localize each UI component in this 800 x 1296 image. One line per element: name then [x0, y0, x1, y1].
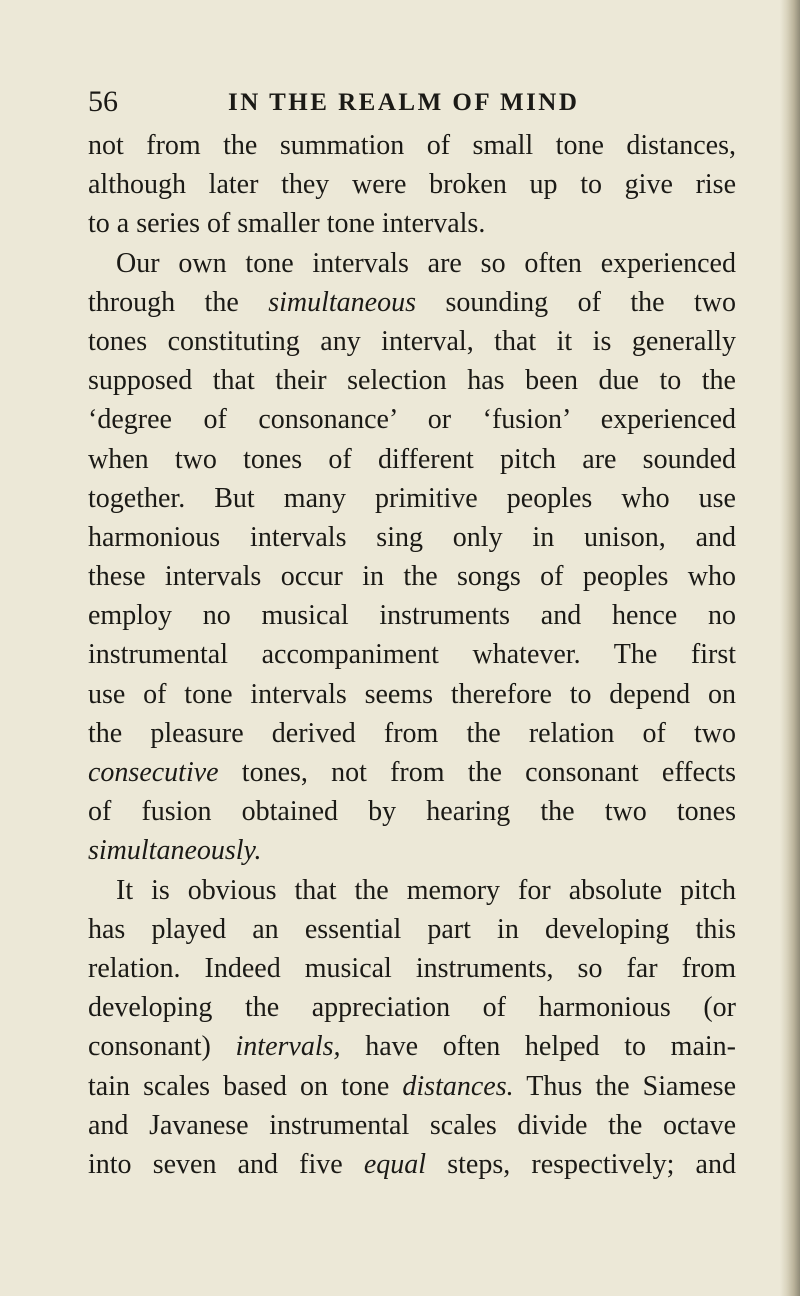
text-line: into seven and five equal steps, respectively; and [88, 1148, 736, 1180]
text-line: together. But many primitive peoples who use [88, 482, 736, 514]
text-line: of fusion obtained by hearing the two tones [88, 796, 736, 828]
text-line: tones constituting any interval, that it is generally [88, 325, 736, 357]
body-text [88, 126, 736, 1184]
page-edge-shadow [780, 0, 800, 1296]
text-line [88, 831, 736, 870]
text-line: developing the appreciation of harmonious (or [88, 992, 736, 1024]
text-line: the pleasure derived from the relation of two [88, 717, 736, 749]
italic-emphasis: distances. [402, 1070, 514, 1102]
text-line: consecutive tones, not from the consonant effects [88, 757, 736, 788]
text-line: to a series of smaller tone intervals. [88, 208, 486, 240]
text-line: instrumental accompaniment whatever. The first [88, 639, 736, 671]
text-line: Our own tone intervals are so often experienced [116, 247, 736, 279]
italic-emphasis: intervals, [235, 1031, 341, 1063]
page-number: 56 [88, 85, 118, 118]
italic-emphasis: simultaneous [268, 286, 416, 318]
italic-emphasis: simultaneously. [88, 835, 262, 867]
text-line: although later they were broken up to give rise [88, 169, 736, 201]
text-line: It is obvious that the memory for absolute pitch [116, 874, 736, 906]
text-line: has played an essential part in developing this [88, 913, 736, 945]
text-line: when two tones of different pitch are sounded [88, 443, 736, 475]
italic-emphasis: consecutive [88, 757, 219, 788]
text-line: use of tone intervals seems therefore to depend on [88, 678, 736, 710]
text-line: supposed that their selection has been due to the [88, 365, 736, 397]
text-line: through the simultaneous sounding of the two [88, 286, 736, 318]
page-header [88, 84, 708, 120]
italic-emphasis: equal [363, 1148, 427, 1180]
text-line: these intervals occur in the songs of peoples who [88, 561, 736, 593]
running-head: IN THE REALM OF MIND [228, 89, 580, 116]
text-line: tain scales based on tone distances. Thus the Siamese [88, 1070, 736, 1102]
text-line: employ no musical instruments and hence no [88, 600, 736, 632]
text-line: harmonious intervals sing only in unison, and [88, 521, 736, 553]
text-line: consonant) intervals, have often helped to main- [88, 1031, 736, 1063]
text-line: relation. Indeed musical instruments, so far from [88, 952, 736, 984]
text-line: ‘degree of consonance’ or ‘fusion’ experienced [88, 404, 736, 436]
text-line: not from the summation of small tone distances, [88, 130, 736, 161]
text-line: and Javanese instrumental scales divide the octave [88, 1109, 736, 1141]
